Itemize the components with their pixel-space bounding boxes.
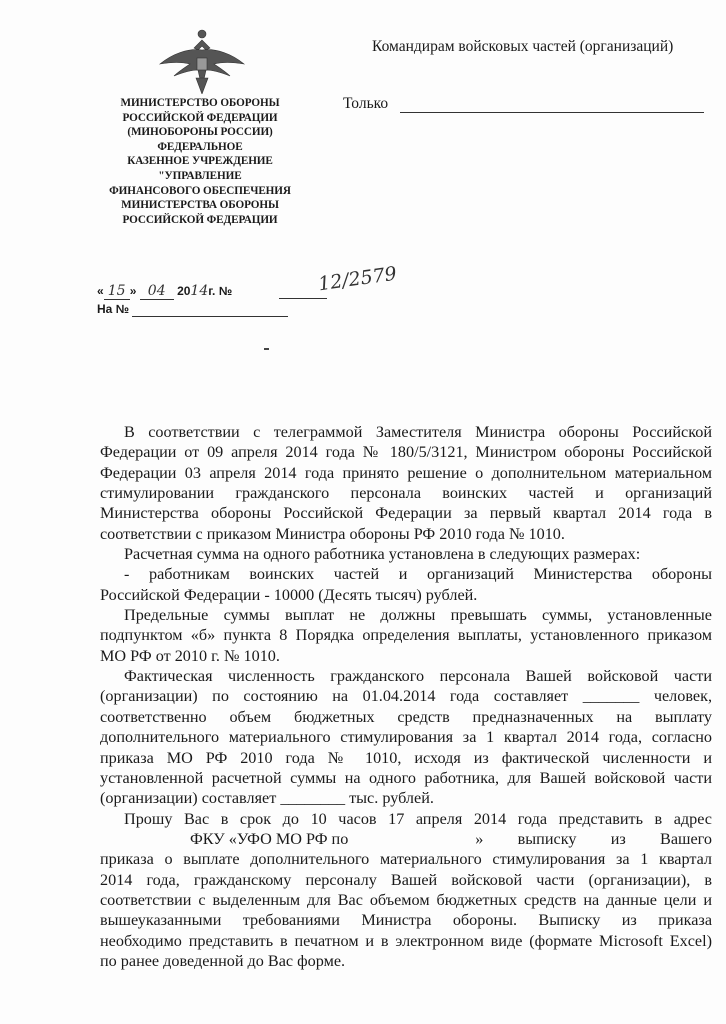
body-line: Российской Федерации - 10000 (Десять тысяч) рублей. [100,585,478,604]
only-label: Только [343,95,389,112]
body-line: МО РФ от 2010 г. № 1010. [100,646,280,665]
date-day: 15 [104,283,130,300]
ref-number-line [132,302,288,317]
ref-label: На № [97,302,130,316]
letterhead-line: РОССИЙСКОЙ ФЕДЕРАЦИИ [122,213,278,226]
letterhead-line: МИНИСТЕРСТВО ОБОРОНЫ [120,97,280,109]
body-line: Расчетная сумма на одного работника установлена в следующих размерах: [124,545,641,564]
addressee: Командирам войсковых частей (организаций) [372,38,674,55]
date-line: « 15 » 04 2014г. № [97,283,327,300]
redacted-region [100,829,190,849]
body-line: Министерства обороны Российской Федерации за первый квартал 2014 года в [100,504,712,523]
reference-line [97,302,288,317]
date-year-prefix: 20 [177,284,191,298]
body-line: - работникам воинских частей и организаций Министерства обороны [124,565,712,584]
double-headed-eagle-emblem-icon [158,28,246,94]
redacted-region [348,829,475,849]
letterhead-line: (МИНОБОРОНЫ РОССИИ) [127,126,273,139]
stray-mark [264,348,269,350]
date-year-suffix: 14 [190,283,209,299]
only-recipient-line [400,112,704,113]
address-part-2: » выписку из Вашего [475,829,712,848]
body-line: В соответствии с телеграммой Заместителя Министра обороны Российской [124,423,712,441]
body-line: дополнительного материального стимулирования за 1 квартал 2014 года, согласно [100,728,712,747]
body-line: Федерации от 09 апреля 2014 года № 180/5/3121, Министром обороны Российской [100,443,712,462]
body-line: вышеуказанными требованиями Министра обороны. Выписку из приказа [100,911,712,930]
date-month: 04 [140,283,174,300]
body-line: Предельные суммы выплат не должны превышать суммы, установленные [124,606,712,625]
date-suffix: г. № [208,284,233,298]
body-line: 2014 года, гражданскому персоналу Вашей войсковой части (организации), в [100,870,712,889]
letterhead-line: РОССИЙСКОЙ ФЕДЕРАЦИИ [122,111,278,124]
body-line: по ранее доведенной до Вас форме. [100,951,346,970]
body-line: стимулировании гражданского персонала воинских частей и организаций [100,484,712,503]
body-line: приказа МО РФ 2010 года № 1010, исходя из фактической численности и [100,748,712,767]
letter-body [100,422,712,971]
ministry-letterhead [95,96,305,227]
body-line: соответствии с приказом Министра обороны РФ 2010 года № 1010. [100,524,565,543]
body-line: установленной расчетной суммы на одного работника, для Вашей войсковой части [100,768,712,787]
body-line: Фактическая численность гражданского персонала Вашей войсковой части [124,667,712,686]
address-line [100,829,712,849]
body-line: приказа о выплате дополнительного материального стимулирования за 1 квартал [100,850,712,869]
letterhead-line: ФИНАНСОВОГО ОБЕСПЕЧЕНИЯ [109,184,291,197]
registration-number: 12/2579 [316,262,399,296]
letterhead-line: МИНИСТЕРСТВА ОБОРОНЫ [121,199,279,212]
body-line: соответствии с выделенным для Вас объемом бюджетных средств на данные цели и [100,890,712,909]
letterhead-line: "УПРАВЛЕНИЕ [158,169,242,182]
body-line: подпунктом «б» пункта 8 Порядка определения выплаты, установленного приказом [100,626,712,645]
body-line: Федерации 03 апреля 2014 года принято решение о дополнительном материальном [100,463,712,482]
body-line: (организации) по состоянию на 01.04.2014 года составляет _______ человек, [100,687,712,706]
address-part-1: ФКУ «УФО МО РФ по [190,829,349,848]
body-line: (организации) составляет ________ тыс. рублей. [100,789,434,808]
letterhead-line: ФЕДЕРАЛЬНОЕ [157,140,243,153]
body-line: необходимо представить в печатном и в электронном виде (формате Microsoft Excel) [100,931,712,950]
letterhead-line: КАЗЕННОЕ УЧРЕЖДЕНИЕ [127,155,273,168]
body-line: Прошу Вас в срок до 10 часов 17 апреля 2014 года представить в адрес [124,809,712,828]
body-line: соответственно объем бюджетных средств предназначенных на выплату [100,707,712,726]
